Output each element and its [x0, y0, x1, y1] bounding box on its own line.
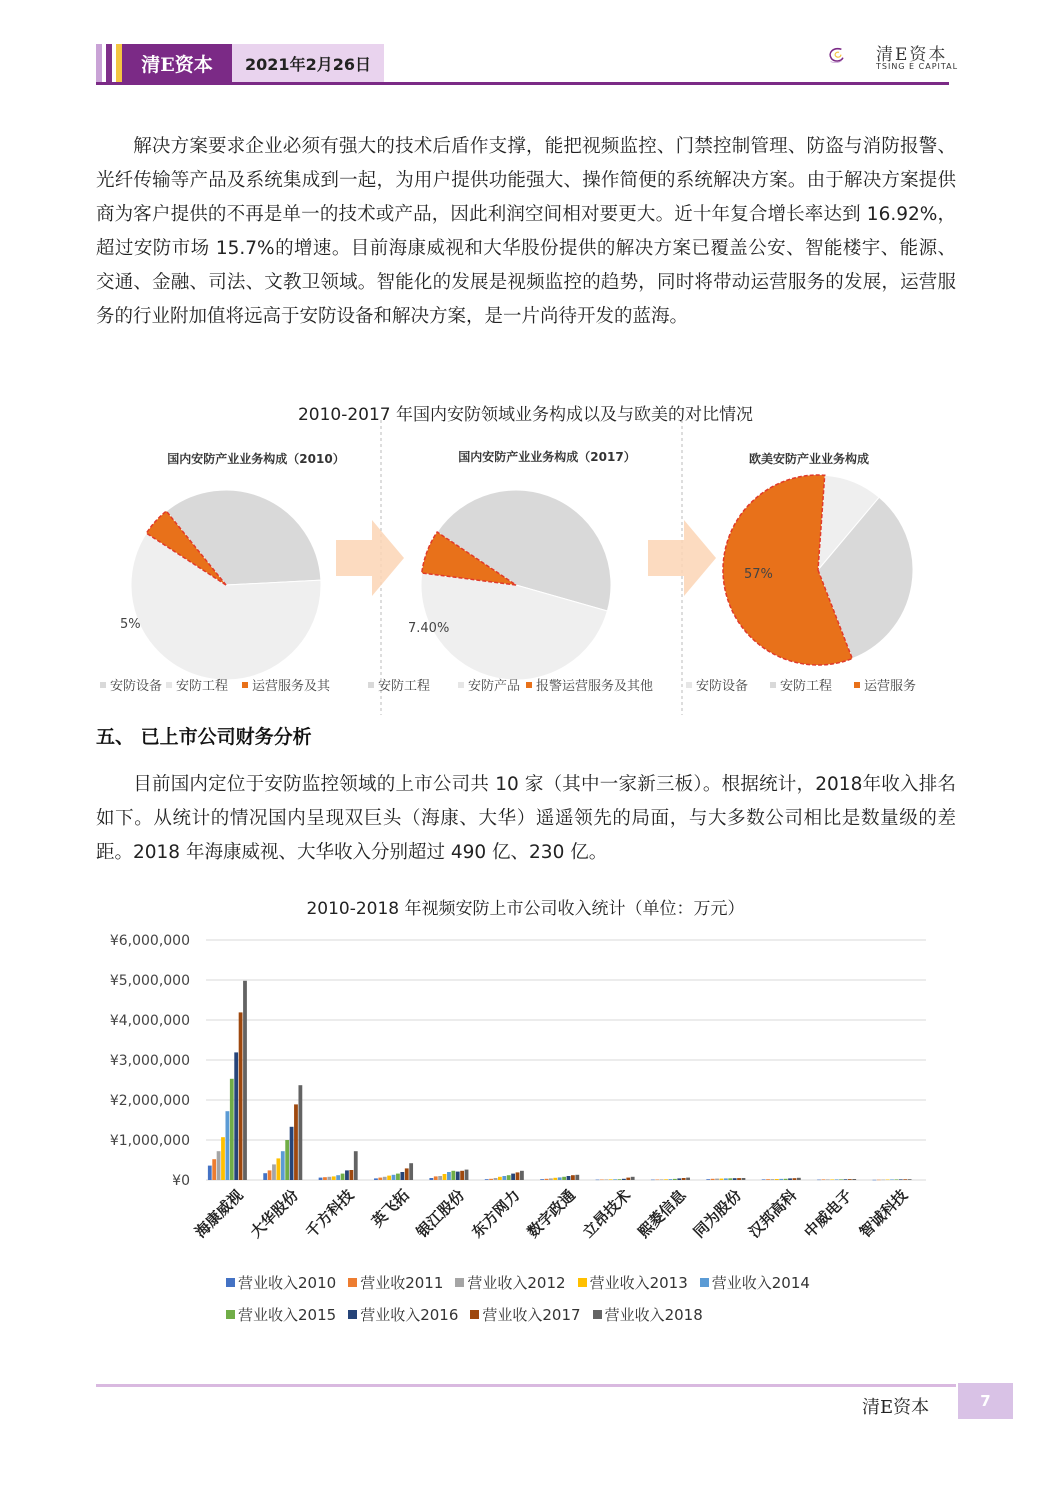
- x-tick-label: 熙菱信息: [634, 1186, 690, 1242]
- bar: [460, 1171, 464, 1180]
- bar: [429, 1178, 433, 1180]
- legend-swatch: [770, 682, 776, 688]
- pie-title: 国内安防产业业务构成（2017）: [458, 450, 636, 464]
- bar: [669, 1179, 673, 1180]
- legend-label: 营业收入2017: [482, 1306, 581, 1324]
- bar: [660, 1179, 664, 1180]
- bar: [383, 1177, 387, 1180]
- bar: [217, 1151, 221, 1180]
- bar: [720, 1179, 724, 1180]
- y-tick-label: ¥6,000,000: [109, 933, 190, 949]
- legend-swatch: [226, 1310, 235, 1319]
- x-tick-label: 数字政通: [523, 1186, 579, 1242]
- bar: [243, 981, 247, 1180]
- bar: [234, 1052, 238, 1180]
- y-tick-label: ¥1,000,000: [109, 1133, 190, 1149]
- bar: [626, 1178, 630, 1180]
- bar: [396, 1174, 400, 1180]
- header-accent-bar: [106, 44, 112, 82]
- bar: [332, 1176, 336, 1180]
- bar: [323, 1177, 327, 1180]
- legend-label: 营业收入2010: [238, 1274, 337, 1292]
- bar: [465, 1170, 469, 1180]
- bar: [677, 1178, 681, 1180]
- legend-label: 营业收入2013: [589, 1274, 688, 1292]
- legend-label: 安防设备: [110, 679, 163, 694]
- legend-label: 安防工程: [378, 679, 431, 694]
- paragraph-text: 解决方案要求企业必须有强大的技术后盾作支撑，能把视频监控、门禁控制管理、防盗与消防报警、光纤传输等产品及系统集成到一起，为用户提供功能强大、操作简便的系统解决方案。由于解决方案提供商为客户提供的不再是单一的技术或产品，因此利润空间相对要更大。近十年复合增长率达到 16.92%，超过安防市场 15.7%的增速。目前海康威视和大华股份提供的解决方案已覆盖公安、智能楼宇、能源、交通、金融、司法、文教卫领域。智能化的发展是视频监控的趋势，同时将带动运营服务的发展，运营服务的行业附加值将远高于安防设备和解决方案，是一片尚待开发的蓝海。: [96, 136, 956, 327]
- bar: [558, 1177, 562, 1180]
- legend-swatch: [100, 682, 106, 688]
- bar: [852, 1179, 856, 1180]
- legend-item: [226, 1304, 336, 1325]
- legend-label: 安防工程: [780, 679, 833, 694]
- bar: [281, 1151, 285, 1180]
- footer-rule: [96, 1384, 956, 1387]
- bar: [886, 1180, 890, 1181]
- bar: [294, 1104, 298, 1180]
- legend-swatch: [593, 1310, 602, 1319]
- bar: [839, 1179, 843, 1180]
- bar: [349, 1170, 353, 1180]
- legend-swatch: [700, 1278, 709, 1287]
- y-tick-label: ¥0: [172, 1173, 190, 1189]
- bar: [374, 1178, 378, 1180]
- legend-label: 运营服务: [864, 679, 917, 694]
- pie-data-label: 57%: [744, 567, 773, 582]
- bar: [890, 1179, 894, 1180]
- bar: [438, 1176, 442, 1180]
- bar: [272, 1164, 276, 1180]
- bar: [779, 1179, 783, 1180]
- bar: [728, 1178, 732, 1180]
- x-tick-label: 东方网力: [468, 1186, 524, 1242]
- bar: [540, 1179, 544, 1180]
- bar: [451, 1171, 455, 1180]
- pie-chart-europe-us: [723, 475, 913, 665]
- revenue-bar-chart: [96, 925, 956, 1255]
- x-tick-label: 中威电子: [800, 1186, 856, 1242]
- bar: [664, 1179, 668, 1180]
- legend-item: [348, 1304, 458, 1325]
- bar: [771, 1179, 775, 1180]
- bar: [208, 1166, 212, 1180]
- legend-item: [470, 1304, 580, 1325]
- bar: [793, 1178, 797, 1180]
- legend-label: 营业收入2018: [604, 1306, 703, 1324]
- bar: [354, 1151, 358, 1180]
- pie-data-label: 7.40%: [408, 621, 450, 636]
- bar: [387, 1176, 391, 1180]
- bar: [212, 1159, 216, 1180]
- bar: [268, 1170, 272, 1180]
- bar: [341, 1174, 345, 1180]
- bar: [797, 1178, 801, 1180]
- legend-label: 运营服务及其: [252, 679, 331, 694]
- bar: [737, 1178, 741, 1180]
- y-tick-label: ¥3,000,000: [109, 1053, 190, 1069]
- bar: [830, 1179, 834, 1180]
- bar: [784, 1179, 788, 1180]
- pie-title: 国内安防产业业务构成（2010）: [167, 452, 345, 466]
- bar: [762, 1179, 766, 1180]
- pie-title: 欧美安防产业业务构成: [748, 452, 870, 466]
- bar: [221, 1137, 225, 1180]
- legend-swatch: [854, 682, 860, 688]
- bar: [742, 1178, 746, 1180]
- legend-swatch: [348, 1310, 357, 1319]
- bar: [263, 1173, 267, 1180]
- bar: [276, 1158, 280, 1180]
- bar: [502, 1176, 506, 1180]
- bar: [553, 1178, 557, 1180]
- bar: [826, 1179, 830, 1180]
- y-tick-label: ¥5,000,000: [109, 973, 190, 989]
- logo-text: 清E资本: [876, 45, 948, 65]
- footer-brand: 清E资本: [862, 1397, 930, 1418]
- bar: [507, 1175, 511, 1180]
- legend-swatch: [348, 1278, 357, 1287]
- bar: [545, 1179, 549, 1180]
- bar: [848, 1179, 852, 1180]
- bar: [498, 1177, 502, 1180]
- bar: [400, 1172, 404, 1180]
- x-tick-label: 汉邦高科: [745, 1186, 801, 1242]
- pie-chart-2010: [120, 490, 321, 680]
- bar: [378, 1178, 382, 1180]
- legend-label: 安防工程: [176, 679, 229, 694]
- chart-legend: [226, 1304, 709, 1325]
- x-tick-label: 千方科技: [302, 1186, 358, 1242]
- pie-chart-2017: [408, 490, 611, 680]
- legend-item: [593, 1304, 703, 1325]
- bar: [881, 1180, 885, 1181]
- legend-swatch: [458, 682, 464, 688]
- bar: [613, 1179, 617, 1180]
- legend-swatch: [470, 1310, 479, 1319]
- x-tick-label: 银江股份: [412, 1186, 469, 1242]
- legend-label: 营业收入2014: [711, 1274, 810, 1292]
- figure-caption: 2010-2018 年视频安防上市公司收入统计（单位：万元）: [306, 899, 745, 919]
- bar: [285, 1140, 289, 1180]
- bar: [319, 1178, 323, 1180]
- bar: [724, 1178, 728, 1180]
- bar: [516, 1172, 520, 1180]
- pie-data-label: 5%: [120, 617, 141, 632]
- bar: [706, 1179, 710, 1180]
- figure-caption: 2010-2017 年国内安防领域业务构成以及与欧美的对比情况: [297, 405, 754, 425]
- legend-item: [226, 1272, 336, 1293]
- bar: [604, 1179, 608, 1180]
- x-tick-label: 智诚科技: [855, 1186, 912, 1242]
- bar: [434, 1176, 438, 1180]
- y-tick-label: ¥2,000,000: [109, 1093, 190, 1109]
- bar: [489, 1179, 493, 1180]
- legend-label: 营业收2011: [360, 1274, 444, 1292]
- bar: [903, 1179, 907, 1180]
- bar: [895, 1179, 899, 1180]
- legend-swatch: [226, 1278, 235, 1287]
- bar: [596, 1180, 600, 1181]
- bar: [899, 1179, 903, 1180]
- bar: [686, 1178, 690, 1180]
- x-tick-label: 立昂技术: [579, 1186, 635, 1242]
- bar: [655, 1180, 659, 1181]
- bar: [327, 1177, 331, 1180]
- bar: [447, 1172, 451, 1180]
- legend-swatch: [242, 682, 248, 688]
- body-paragraph: [96, 768, 956, 870]
- x-tick-label: 海康威视: [191, 1186, 247, 1242]
- bar: [877, 1180, 881, 1181]
- bar: [562, 1177, 566, 1180]
- bar: [715, 1179, 719, 1180]
- bar: [405, 1168, 409, 1180]
- y-tick-label: ¥4,000,000: [109, 1013, 190, 1029]
- bar: [485, 1179, 489, 1180]
- bar: [673, 1179, 677, 1180]
- header-accent-bar: [96, 44, 102, 82]
- bar: [733, 1178, 737, 1180]
- bar: [456, 1172, 460, 1180]
- legend-item: [700, 1272, 810, 1293]
- arrow-icon: [336, 520, 404, 596]
- legend-swatch: [578, 1278, 587, 1287]
- pie-charts-figure: [96, 420, 956, 715]
- bar: [511, 1174, 515, 1180]
- header-rule: [96, 82, 949, 85]
- bar: [409, 1163, 413, 1180]
- legend-swatch: [455, 1278, 464, 1287]
- bar: [622, 1179, 626, 1180]
- legend-label: 报警运营服务及其他: [536, 679, 654, 694]
- legend-item: [578, 1272, 688, 1293]
- bar: [239, 1012, 243, 1180]
- bar: [225, 1111, 229, 1180]
- bar: [571, 1175, 575, 1180]
- bar: [631, 1177, 635, 1180]
- legend-item: [348, 1272, 443, 1293]
- bar: [575, 1175, 579, 1180]
- bar: [873, 1180, 877, 1181]
- legend-swatch: [166, 682, 172, 688]
- logo-subtitle: TSING E CAPITAL: [876, 62, 959, 71]
- page-number: 7: [958, 1383, 1013, 1419]
- legend-label: 营业收入2015: [238, 1306, 337, 1324]
- bar: [392, 1175, 396, 1180]
- bar: [844, 1179, 848, 1180]
- legend-label: 营业收入2016: [360, 1306, 459, 1324]
- bar: [775, 1179, 779, 1180]
- legend-item: [455, 1272, 565, 1293]
- bar: [600, 1180, 604, 1181]
- bar: [443, 1174, 447, 1180]
- bar: [788, 1178, 792, 1180]
- legend-swatch: [686, 682, 692, 688]
- legend-label: 安防设备: [696, 679, 749, 694]
- bar: [609, 1179, 613, 1180]
- bar: [520, 1171, 524, 1180]
- bar: [908, 1179, 912, 1180]
- chart-legend: [226, 1272, 816, 1293]
- bar: [711, 1179, 715, 1180]
- x-tick-label: 大华股份: [246, 1186, 302, 1242]
- x-tick-label: 同为股份: [689, 1186, 745, 1242]
- header-brand: 清E资本: [122, 44, 232, 82]
- company-logo-icon: [826, 32, 876, 78]
- bar: [298, 1085, 302, 1180]
- bar: [822, 1179, 826, 1180]
- bar: [549, 1178, 553, 1180]
- legend-swatch: [526, 682, 532, 688]
- bar: [494, 1178, 498, 1180]
- paragraph-text: 目前国内定位于安防监控领域的上市公司共 10 家（其中一家新三板）。根据统计，2018年收入排名如下。从统计的情况国内呈现双巨头（海康、大华）遥遥领先的局面，与大多数公司相比是数量级的差距。2018 年海康威视、大华收入分别超过 490 亿、230 亿。: [96, 774, 956, 863]
- bar: [766, 1179, 770, 1180]
- bar: [651, 1180, 655, 1181]
- bar: [345, 1170, 349, 1180]
- x-tick-label: 英飞拓: [368, 1186, 413, 1231]
- bar: [230, 1079, 234, 1180]
- legend-label: 安防产品: [468, 679, 521, 694]
- bar: [835, 1179, 839, 1180]
- bar: [290, 1127, 294, 1180]
- legend-label: 营业收入2012: [467, 1274, 566, 1292]
- legend-swatch: [368, 682, 374, 688]
- bar: [682, 1178, 686, 1180]
- section-heading: 五、 已上市公司财务分析: [96, 726, 312, 748]
- bar: [567, 1176, 571, 1180]
- body-paragraph: [96, 130, 956, 334]
- bar: [618, 1179, 622, 1180]
- bar: [336, 1175, 340, 1180]
- header-date: 2021年2月26日: [232, 44, 384, 82]
- bar: [817, 1180, 821, 1181]
